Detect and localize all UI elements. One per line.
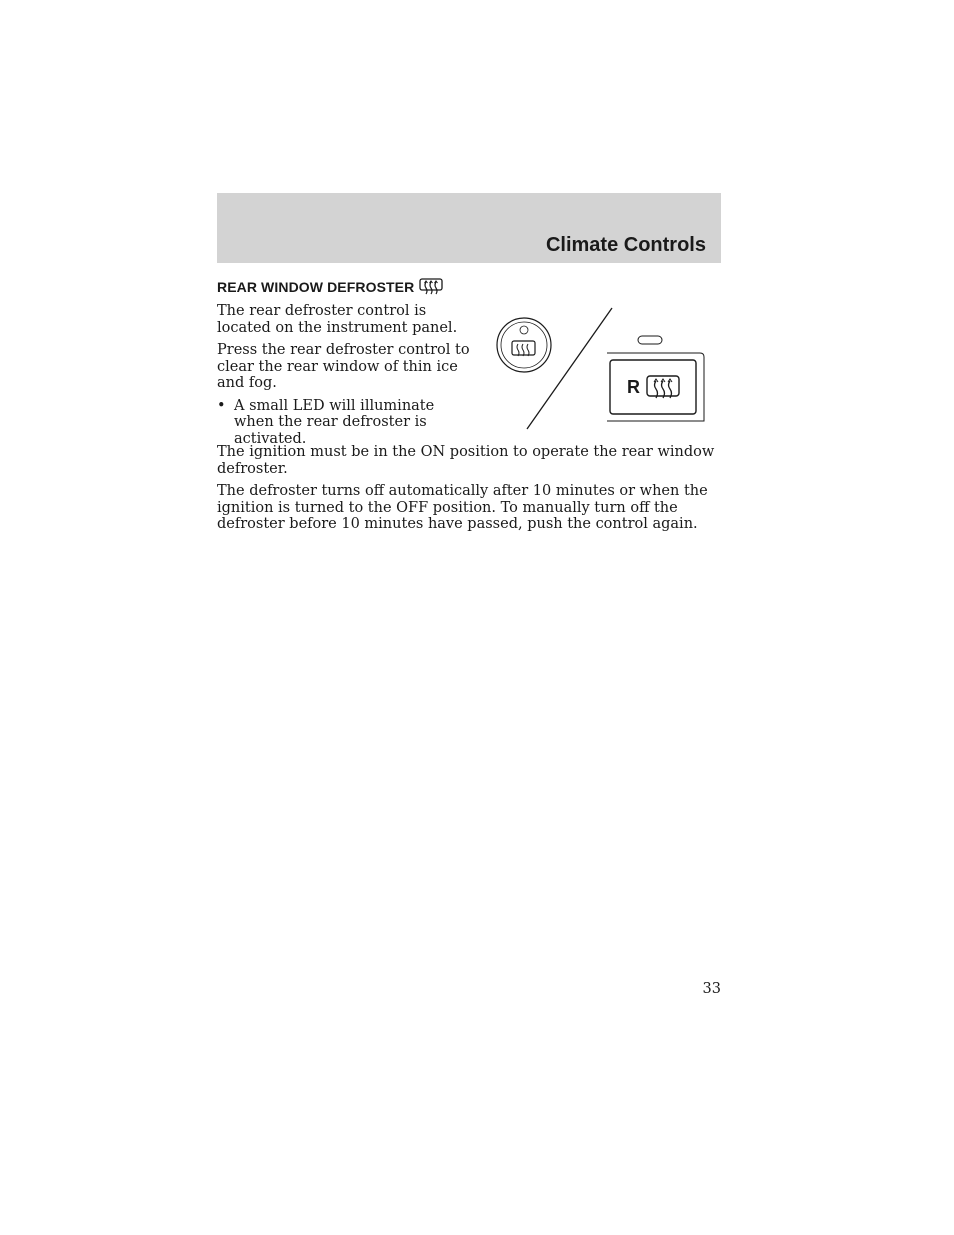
paragraph-auto-off: The defroster turns off automatically after 10 minutes or when the ignition is turned to the OFF position. To manually turn off the defroster before 10 minutes have passed, push the control again. — [217, 483, 708, 532]
led-indicator-icon — [638, 336, 662, 344]
paragraph-ignition: The ignition must be in the ON position to operate the rear window defroster. — [217, 444, 715, 477]
rear-defrost-icon — [419, 278, 443, 296]
list-item — [217, 398, 473, 448]
rear-defrost-icon — [512, 341, 535, 356]
defroster-control-illustration — [492, 303, 714, 433]
bullet-text: A small LED will illuminate when the rear defroster is activated. — [234, 397, 435, 447]
section-header-band — [217, 193, 721, 263]
bullet-dot: • — [217, 397, 226, 414]
section-heading-text: REAR WINDOW DEFROSTER — [217, 279, 415, 295]
intro-text-column — [217, 303, 473, 447]
paragraph-location: The rear defroster control is located on the instrument panel. — [217, 303, 458, 336]
separator-line — [527, 308, 612, 429]
page-number: 33 — [702, 981, 721, 997]
button-label: R — [627, 377, 640, 397]
led-indicator-icon — [520, 326, 528, 334]
section-heading — [217, 278, 443, 296]
rear-defrost-icon — [647, 376, 679, 398]
page-title: Climate Controls — [545, 234, 706, 256]
paragraph-press: Press the rear defroster control to clear the rear window of thin ice and fog. — [217, 342, 470, 391]
details-text — [217, 444, 721, 539]
rect-defrost-button — [610, 360, 696, 414]
round-defrost-knob — [497, 318, 551, 372]
